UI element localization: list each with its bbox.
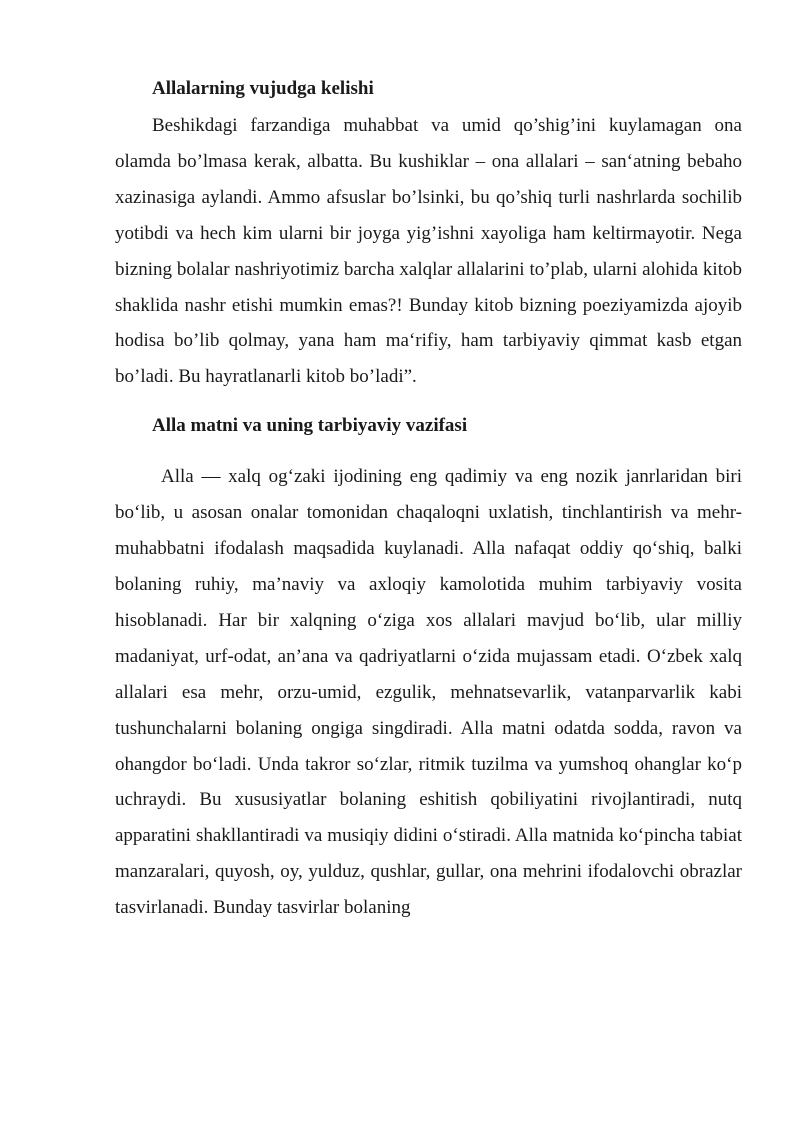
section-heading: Alla matni va uning tarbiyaviy vazifasi	[152, 415, 468, 437]
section-paragraph: Alla — xalq og‘zaki ijodining eng qadimiy va eng nozik janrlaridan biri bo‘lib, u asosan onalar tomonidan chaqaloqni uxlatish, tinchlantirish va mehr-muhabbatni ifodalash maqsadida kuylanadi. Alla nafaqat oddiy qo‘shiq, balki bolaning ruhiy, ma’naviy va axloqiy kamolotida muhim tarbiyaviy vosita hisoblanadi. Har bir xalqning o‘ziga xos allalari mavjud bo‘lib, ular milliy madaniyat, urf-odat, an’ana va qadriyatlarni o‘zida mujassam etadi. O‘zbek xalq allalari esa mehr, orzu-umid, ezgulik, mehnatsevarlik, vatanparvarlik kabi tushunchalarni bolaning ongiga singdiradi. Alla matni odatda sodda, ravon va ohangdor bo‘ladi. Unda takror so‘zlar, ritmik tuzilma va yumshoq ohanglar ko‘p uchraydi. Bu xususiyatlar bolaning eshitish qobiliyatini rivojlantiradi, nutq apparatini shakllantiradi va musiqiy didini o‘stiradi. Alla matnida ko‘pincha tabiat manzaralari, quyosh, oy, yulduz, qushlar, gullar, ona mehrini ifodalovchi obrazlar tasvirlanadi. Bunday tasvirlar bolaning	[115, 466, 742, 919]
section-paragraph: Beshikdagi farzandiga muhabbat va umid qo’shig’ini kuylamagan ona olamda bo’lmasa kerak, albatta. Bu kushiklar – ona allalari – san‘atning bebaho xazinasiga aylandi. Ammo afsuslar bo’lsinki, bu qo’shiq turli nashrlarda sochilib yotibdi va hech kim ularni bir joyga yig’ishni xayoliga ham keltirmayotir. Nega bizning bolalar nashriyotimiz barcha xalqlar allalarini to’plab, ularni alohida kitob shaklida nashr etishi mumkin emas?! Bunday kitob bizning poeziyamizda ajoyib hodisa bo’lib qolmay, yana ham ma‘rifiy, ham tarbiyaviy qimmat kasb etgan bo’ladi. Bu hayratlanarli kitob bo’ladi”.	[115, 115, 742, 388]
document-page	[115, 72, 742, 926]
section-heading: Allalarning vujudga kelishi	[152, 78, 374, 99]
